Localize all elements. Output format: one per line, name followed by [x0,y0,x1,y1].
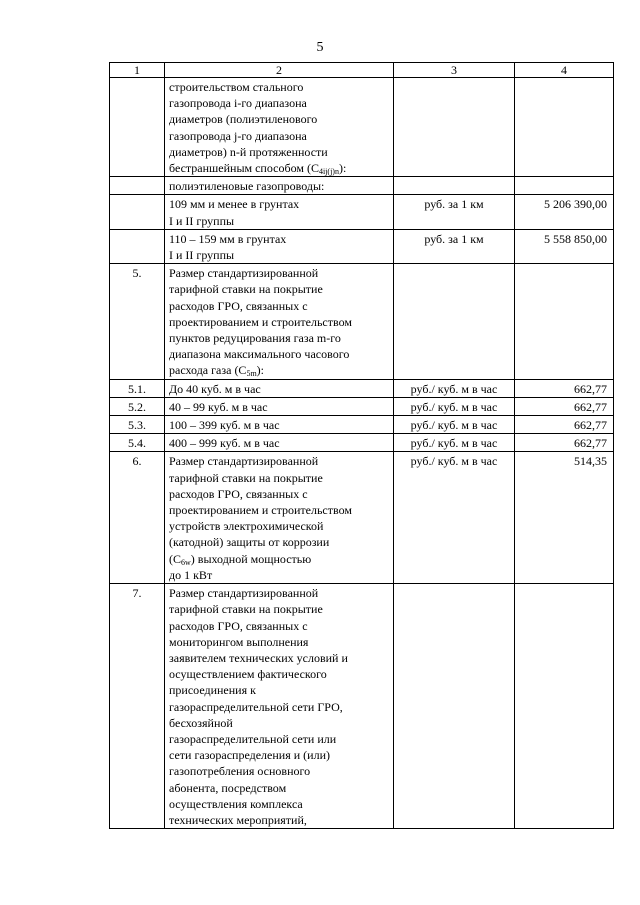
row-number: 5.2. [110,397,165,415]
table-row [110,434,614,452]
row-value: 662,77 [515,434,614,452]
row-number: 5.1. [110,379,165,397]
description-line: I и II группы [169,248,235,263]
description-line: 40 – 99 куб. м в час [169,399,268,414]
description-line: тарифной ставки на покрытие [169,470,323,485]
row-description [165,452,394,584]
row-number: 6. [110,452,165,584]
description-line: газораспределительной сети или [169,731,337,746]
row-unit [394,264,515,379]
table-row [110,229,614,263]
row-description [165,264,394,379]
formula-suffix: ): [256,363,265,378]
description-line: диаметров (полиэтиленового [169,112,318,127]
row-unit: руб./ куб. м в час [394,397,515,415]
row-description [165,434,394,452]
row-value: 514,35 [515,452,614,584]
row-number: 5.4. [110,434,165,452]
row-unit [394,584,515,829]
description-line: расходов ГРО, связанных с [169,618,308,633]
page-number: 5 [316,40,324,55]
formula-prefix: (С [169,551,181,566]
description-line: 110 – 159 мм в грунтах [169,231,287,246]
formula-subscript: 5m [246,369,257,379]
description-line: (катодной) защиты от коррозии [169,535,330,550]
row-unit [394,78,515,177]
row-number: 7. [110,584,165,829]
formula-suffix: ) выходной мощностью [190,551,312,566]
description-line [169,551,389,567]
formula-prefix: бестраншейным способом (С [169,161,319,176]
description-line: мониторингом выполнения [169,634,309,649]
table-header-row [110,63,614,78]
description-line [169,362,389,378]
row-description [165,78,394,177]
description-line: диаметров) n-й протяженности [169,144,328,159]
description-line: проектированием и строительством [169,314,352,329]
row-value: 662,77 [515,397,614,415]
header-col-2: 2 [165,63,394,78]
description-line: проектированием и строительством [169,503,352,518]
formula-prefix: расхода газа (С [169,363,247,378]
row-description [165,397,394,415]
table-row [110,397,614,415]
header-col-1: 1 [110,63,165,78]
row-number [110,177,165,195]
row-number [110,195,165,229]
table-row [110,177,614,195]
description-line: расходов ГРО, связанных с [169,486,308,501]
description-line: присоединения к [169,683,256,698]
description-line: абонента, посредством [169,780,287,795]
formula-subscript: 6w [181,557,191,567]
row-unit: руб./ куб. м в час [394,452,515,584]
table-row [110,416,614,434]
description-line: осуществления комплекса [169,796,303,811]
description-line: Размер стандартизированной [169,266,319,281]
table-row [110,78,614,177]
description-line: устройств электрохимической [169,519,324,534]
row-description [165,379,394,397]
description-line: бесхозяйной [169,715,233,730]
table-row [110,379,614,397]
description-line: газопровода i-го диапазона [169,96,307,111]
formula-subscript: 4ij(j)n [318,167,339,177]
row-value [515,78,614,177]
tariff-table [109,62,614,829]
description-line: осуществлением фактического [169,667,327,682]
row-number: 5. [110,264,165,379]
description-line: газопровода j-го диапазона [169,128,307,143]
description-line: I и II группы [169,213,235,228]
header-col-4: 4 [515,63,614,78]
row-value: 5 206 390,00 [515,195,614,229]
row-number: 5.3. [110,416,165,434]
description-line: сети газораспределения и (или) [169,748,330,763]
description-line: пунктов редуцирования газа m-го [169,331,341,346]
row-unit [394,177,515,195]
description-line: До 40 куб. м в час [169,381,261,396]
description-line: 109 мм и менее в грунтах [169,197,300,212]
row-value: 5 558 850,00 [515,229,614,263]
description-line: газопотребления основного [169,764,311,779]
row-unit: руб. за 1 км [394,195,515,229]
description-line: Размер стандартизированной [169,586,319,601]
table-row [110,195,614,229]
description-line: строительством стального [169,80,304,94]
table-row [110,452,614,584]
row-description [165,416,394,434]
row-number [110,78,165,177]
header-col-3: 3 [394,63,515,78]
row-value [515,584,614,829]
row-number [110,229,165,263]
table-row [110,584,614,829]
description-line: газораспределительной сети ГРО, [169,699,343,714]
row-value [515,177,614,195]
row-description [165,177,394,195]
row-description [165,195,394,229]
row-value: 662,77 [515,379,614,397]
description-line: до 1 кВт [169,567,213,582]
row-unit: руб./ куб. м в час [394,416,515,434]
row-description [165,584,394,829]
description-line: Размер стандартизированной [169,454,319,469]
description-line: тарифной ставки на покрытие [169,602,323,617]
row-value [515,264,614,379]
description-line: диапазона максимального часового [169,347,350,362]
row-unit: руб./ куб. м в час [394,379,515,397]
description-line [169,160,389,176]
description-line: полиэтиленовые газопроводы: [169,179,325,194]
row-unit: руб./ куб. м в час [394,434,515,452]
formula-suffix: ): [338,161,347,176]
row-description [165,229,394,263]
description-line: заявителем технических условий и [169,650,348,665]
row-value: 662,77 [515,416,614,434]
description-line: 400 – 999 куб. м в час [169,436,280,451]
table-row [110,264,614,379]
description-line: 100 – 399 куб. м в час [169,418,280,433]
row-unit: руб. за 1 км [394,229,515,263]
description-line: тарифной ставки на покрытие [169,282,323,297]
description-line: расходов ГРО, связанных с [169,298,308,313]
description-line: технических мероприятий, [169,812,307,827]
